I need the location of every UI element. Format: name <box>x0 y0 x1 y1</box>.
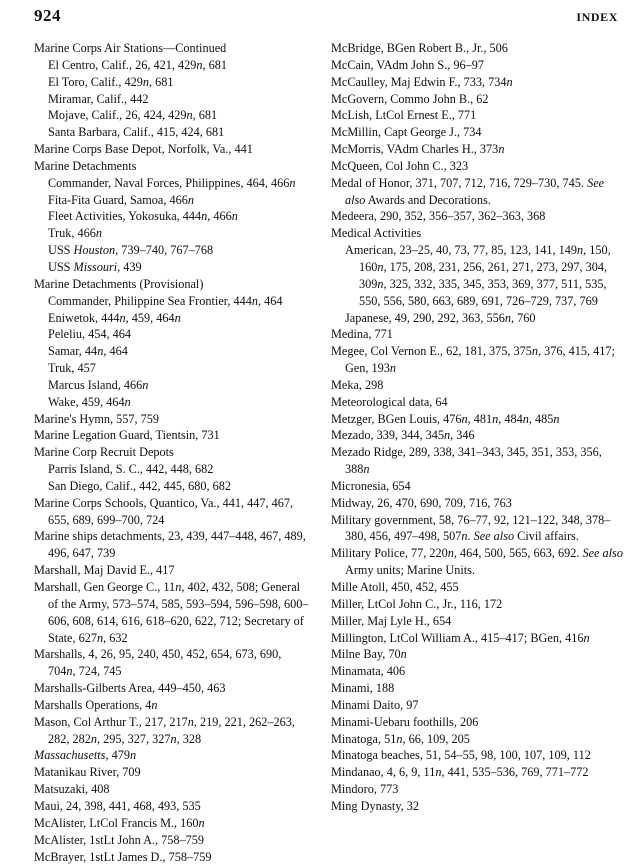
index-entry: Military government, 58, 76–77, 92, 121–122, 348, 378–380, 456, 497–498, 507n. See also Civil affairs. <box>331 512 625 546</box>
running-head: INDEX <box>576 10 618 25</box>
index-subentry: American, 23–25, 40, 73, 77, 85, 123, 141, 149n, 150, 160n, 175, 208, 231, 256, 261, 271, 273, 297, 304, 309n, 325, 332, 335, 345, 353, 369, 377, 511, 535, 550, 556, 580, 663, 689, 691, 726–729, 737, 769 <box>331 242 625 309</box>
index-subentry: Truk, 466n <box>34 225 311 242</box>
index-subentry: Fleet Activities, Yokosuka, 444n, 466n <box>34 208 311 225</box>
index-entry: Medal of Honor, 371, 707, 712, 716, 729–730, 745. See also Awards and Decorations. <box>331 175 625 209</box>
index-entry: Micronesia, 654 <box>331 478 625 495</box>
index-entry: Mille Atoll, 450, 452, 455 <box>331 579 625 596</box>
index-entry: Metzger, BGen Louis, 476n, 481n, 484n, 485n <box>331 411 625 428</box>
index-entry: Marshalls Operations, 4n <box>34 697 311 714</box>
index-entry: Matanikau River, 709 <box>34 764 311 781</box>
index-subentry: San Diego, Calif., 442, 445, 680, 682 <box>34 478 311 495</box>
index-entry: Minami-Uebaru foothills, 206 <box>331 714 625 731</box>
index-entry: Marine ships detachments, 23, 439, 447–448, 467, 489, 496, 647, 739 <box>34 528 311 562</box>
index-entry: McMorris, VAdm Charles H., 373n <box>331 141 625 158</box>
index-entry: Minatoga beaches, 51, 54–55, 98, 100, 107, 109, 112 <box>331 747 625 764</box>
index-entry: Military Police, 77, 220n, 464, 500, 565, 663, 692. See also Army units; Marine Units. <box>331 545 625 579</box>
index-entry: McAlister, LtCol Francis M., 160n <box>34 815 311 832</box>
index-entry: Massachusetts, 479n <box>34 747 311 764</box>
index-subentry: Peleliu, 454, 464 <box>34 326 311 343</box>
index-entry: McBrayer, 1stLt James D., 758–759 <box>34 849 311 865</box>
index-entry: Miller, Maj Lyle H., 654 <box>331 613 625 630</box>
index-entry: Midway, 26, 470, 690, 709, 716, 763 <box>331 495 625 512</box>
index-entry: Minami, 188 <box>331 680 625 697</box>
index-subentry: Marcus Island, 466n <box>34 377 311 394</box>
index-entry: Marine Detachments <box>34 158 311 175</box>
index-subentry: El Centro, Calif., 26, 421, 429n, 681 <box>34 57 311 74</box>
index-subentry: Wake, 459, 464n <box>34 394 311 411</box>
index-entry: Milne Bay, 70n <box>331 646 625 663</box>
index-subentry: USS Missouri, 439 <box>34 259 311 276</box>
index-entry: McCain, VAdm John S., 96–97 <box>331 57 625 74</box>
index-entry: Marine Corp Recruit Depots <box>34 444 311 461</box>
index-entry: Minatoga, 51n, 66, 109, 205 <box>331 731 625 748</box>
index-entry: Marine's Hymn, 557, 759 <box>34 411 311 428</box>
index-entry: Miller, LtCol John C., Jr., 116, 172 <box>331 596 625 613</box>
index-subentry: USS Houston, 739–740, 767–768 <box>34 242 311 259</box>
index-entry: Medina, 771 <box>331 326 625 343</box>
index-subentry: Truk, 457 <box>34 360 311 377</box>
index-subentry: Commander, Naval Forces, Philippines, 464, 466n <box>34 175 311 192</box>
index-entry: Medeera, 290, 352, 356–357, 362–363, 368 <box>331 208 625 225</box>
index-entry: Mezado, 339, 344, 345n, 346 <box>331 427 625 444</box>
index-entry: Marshall, Maj David E., 417 <box>34 562 311 579</box>
index-subentry: Santa Barbara, Calif., 415, 424, 681 <box>34 124 311 141</box>
index-entry: McBridge, BGen Robert B., Jr., 506 <box>331 40 625 57</box>
index-entry: Mindoro, 773 <box>331 781 625 798</box>
page-header <box>30 2 618 32</box>
index-entry: McQueen, Col John C., 323 <box>331 158 625 175</box>
index-entry: Medical Activities <box>331 225 625 242</box>
index-subentry: Commander, Philippine Sea Frontier, 444n, 464 <box>34 293 311 310</box>
index-subentry: Mojave, Calif., 26, 424, 429n, 681 <box>34 107 311 124</box>
index-entry: Mason, Col Arthur T., 217, 217n, 219, 221, 262–263, 282, 282n, 295, 327, 327n, 328 <box>34 714 311 748</box>
page-number: 924 <box>34 6 61 26</box>
index-entry: Marine Corps Schools, Quantico, Va., 441, 447, 467, 655, 689, 699–700, 724 <box>34 495 311 529</box>
index-entry: Mindanao, 4, 6, 9, 11n, 441, 535–536, 769, 771–772 <box>331 764 625 781</box>
index-entry: Matsuzaki, 408 <box>34 781 311 798</box>
index-entry: McAlister, 1stLt John A., 758–759 <box>34 832 311 849</box>
index-column-right <box>331 40 625 815</box>
index-column-left <box>34 40 311 865</box>
index-entry: Marshalls, 4, 26, 95, 240, 450, 452, 654, 673, 690, 704n, 724, 745 <box>34 646 311 680</box>
index-entry: Meka, 298 <box>331 377 625 394</box>
index-subentry: Eniwetok, 444n, 459, 464n <box>34 310 311 327</box>
index-subentry: Miramar, Calif., 442 <box>34 91 311 108</box>
index-entry: Ming Dynasty, 32 <box>331 798 625 815</box>
index-entry: McLish, LtCol Ernest E., 771 <box>331 107 625 124</box>
index-entry: McMillin, Capt George J., 734 <box>331 124 625 141</box>
index-entry: Marine Legation Guard, Tientsin, 731 <box>34 427 311 444</box>
index-entry: Marine Corps Air Stations—Continued <box>34 40 311 57</box>
index-entry: McGovern, Commo John B., 62 <box>331 91 625 108</box>
index-entry: Marine Corps Base Depot, Norfolk, Va., 441 <box>34 141 311 158</box>
index-entry: Minamata, 406 <box>331 663 625 680</box>
index-entry: Marine Detachments (Provisional) <box>34 276 311 293</box>
index-entry: Meteorological data, 64 <box>331 394 625 411</box>
index-subentry: Fita-Fita Guard, Samoa, 466n <box>34 192 311 209</box>
index-entry: McCaulley, Maj Edwin F., 733, 734n <box>331 74 625 91</box>
index-entry: Maui, 24, 398, 441, 468, 493, 535 <box>34 798 311 815</box>
index-entry: Millington, LtCol William A., 415–417; BGen, 416n <box>331 630 625 647</box>
index-subentry: El Toro, Calif., 429n, 681 <box>34 74 311 91</box>
index-subentry: Samar, 44n, 464 <box>34 343 311 360</box>
index-subentry: Parris Island, S. C., 442, 448, 682 <box>34 461 311 478</box>
index-entry: Minami Daito, 97 <box>331 697 625 714</box>
index-entry: Mezado Ridge, 289, 338, 341–343, 345, 351, 353, 356, 388n <box>331 444 625 478</box>
index-subentry: Japanese, 49, 290, 292, 363, 556n, 760 <box>331 310 625 327</box>
index-entry: Megee, Col Vernon E., 62, 181, 375, 375n, 376, 415, 417; Gen, 193n <box>331 343 625 377</box>
index-entry: Marshall, Gen George C., 11n, 402, 432, 508; General of the Army, 573–574, 585, 593–594, 596–598, 600–606, 608, 614, 616, 618–620, 622, 712; Secretary of State, 627n, 632 <box>34 579 311 646</box>
index-entry: Marshalls-Gilberts Area, 449–450, 463 <box>34 680 311 697</box>
